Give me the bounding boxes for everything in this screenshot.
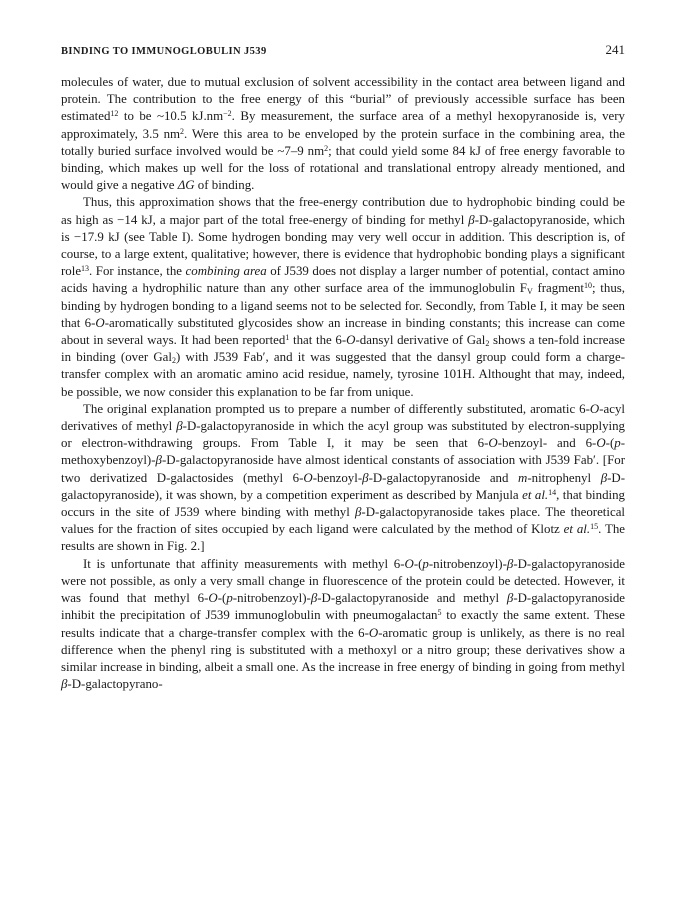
running-title: BINDING TO IMMUNOGLOBULIN J539 — [61, 46, 267, 57]
paragraph-1: molecules of water, due to mutual exclusion of solvent accessibility in the contact area between ligand and protein. The contribution to the free energy of this “burial” of previously accessible surface has been estimated$^{12}$ to be ~10.5 $kJ.nm^{-2}$. By measurement, the surface area of a methyl hexopyranoside is, very approximately, 3.5 $nm^2$. Were this area to be enveloped by the protein surface in the combining area, the totally buried surface involved would be ~7–9 $nm^2$; that could yield some 84 kJ of free energy favorable to binding, which makes up well for the loss of rotational and translational entropy already mentioned, and would give a negative ΔG of binding. — [61, 75, 625, 193]
paragraph-2: Thus, this approximation shows that the free-energy contribution due to hydrophobic binding could be as high as −14 kJ, a major part of the total free-energy of binding for methyl β-D-galactopyranoside, which is −17.9 kJ (see Table I). Some hydrogen bonding may very well occur in addition. This description is, of course, to a large extent, qualitative; however, there is evidence that hydrophobic bonding plays a significant role$^{13}$. For instance, the combining area of J539 does not display a larger number of potential, contact amino acids having a hydrophilic nature than any other surface area of the immunoglobulin $F_V$ fragment$^{10}$; thus, binding by hydrogen bonding to a ligand seems not to be selected for. Secondly, from Table I, it may be seen that 6-O-aromatically substituted glycosides show an increase in binding constants; this increase can come about in several ways. It had been reported$^1$ that the 6-O-dansyl derivative of Gal$_2$ shows a ten-fold increase in binding (over Gal$_2$) with J539 Fab′, and it was suggested that the dansyl group could form a charge-transfer complex with an aromatic amino acid residue, namely, tyrosine 101H. Althought that may, indeed, be possible, we now consider this explanation to be far from unique. — [61, 195, 626, 399]
body-text — [61, 74, 625, 693]
page-number: 241 — [605, 42, 625, 57]
page-header — [61, 42, 625, 58]
paragraph-3: The original explanation prompted us to prepare a number of differently substituted, aromatic 6-O-acyl derivatives of methyl β-D-galactopyranoside in which the acyl group was substituted by electron-supplying or electron-withdrawing groups. From Table I, it may be seen that 6-O-benzoyl- and 6-O-(p-methoxybenzoyl)-β-D-galactopyranoside have almost identical constants of association with J539 Fab′. [For two derivatized D-galactosides (methyl 6-O-benzoyl-β-D-galactopyranoside and m-nitrophenyl β-D-galactopyranoside), it was shown, by a competition experiment as described by Manjula et al.$^{14}$, that binding occurs in the site of J539 where binding with methyl β-D-galactopyranoside takes place. The theoretical values for the fraction of sites occupied by each ligand were calculated by the method of Klotz et al.$^{15}$. The results are shown in Fig. 2.] — [61, 401, 626, 554]
paragraph-4: It is unfortunate that affinity measurements with methyl 6-O-(p-nitrobenzoyl)-β-D-galactopyranoside were not possible, as only a very small change in fluorescence of the protein could be detected. However, it was found that methyl 6-O-(p-nitrobenzoyl)-β-D-galactopyranoside and methyl β-D-galactopyranoside inhibit the precipitation of J539 immunoglobulin with pneumogalactan$^5$ to exactly the same extent. These results indicate that a charge-transfer complex with the 6-O-aromatic group is unlikely, as there is no real difference when the phenyl ring is substituted with a methoxyl or a nitro group; these derivatives show a similar increase in binding, albeit a small one. As the increase in free energy of binding in going from methyl β-D-galactopyrano- — [61, 556, 625, 692]
